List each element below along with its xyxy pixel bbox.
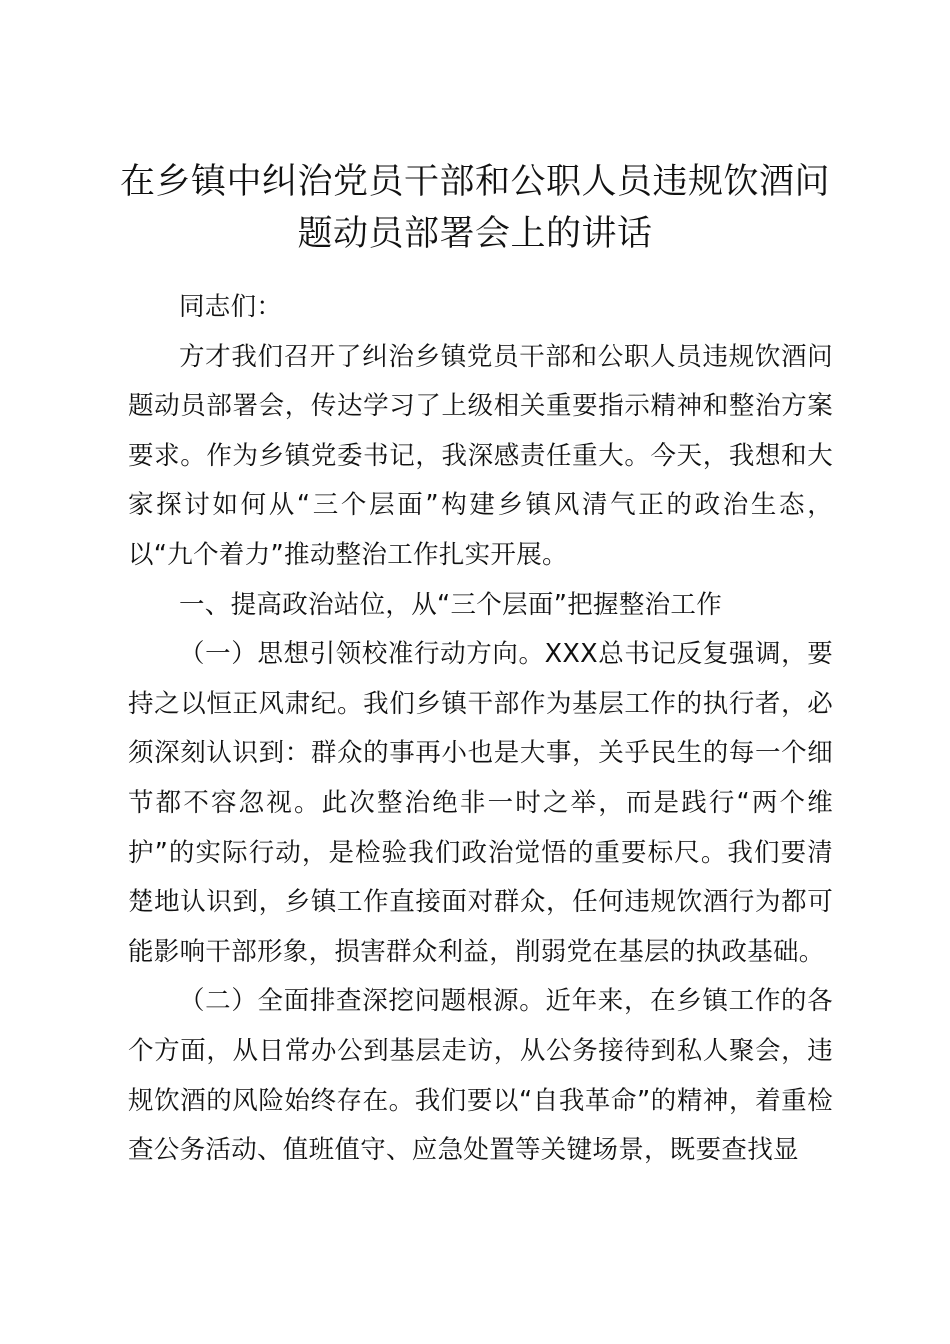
salutation: 同志们： <box>179 292 283 322</box>
paragraph-subsection-2: （二）全面排查深挖问题根源。近年来，在乡镇工作的各个方面，从日常办公到基层走访，从公务接待到私人聚会，违规饮酒的风险始终存在。我们要以“自我革命”的精神，着重检查公务活动、值班值守、应急处置等关键场景，既要查找显 <box>128 986 833 1166</box>
document-body <box>128 283 833 1176</box>
paragraph-intro: 方才我们召开了纠治乡镇党员干部和公职人员违规饮酒问题动员部署会，传达学习了上级相关重要指示精神和整治方案要求。作为乡镇党委书记，我深感责任重大。今天，我想和大家探讨如何从“三个层面”构建乡镇风清气正的政治生态，以“九个着力”推动整治工作扎实开展。 <box>128 341 833 570</box>
paragraph-subsection-1: （一）思想引领校准行动方向。XXX总书记反复强调，要持之以恒正风肃纪。我们乡镇干部作为基层工作的执行者，必须深刻认识到：群众的事再小也是大事，关乎民生的每一个细节都不容忽视。此次整治绝非一时之举，而是践行“两个维护”的实际行动，是检验我们政治觉悟的重要标尺。我们要清楚地认识到，乡镇工作直接面对群众，任何违规饮酒行为都可能影响干部形象，损害群众利益，削弱党在基层的执政基础。 <box>128 639 833 967</box>
section-heading-1: 一、提高政治站位，从“三个层面”把握整治工作 <box>179 589 723 620</box>
document-title: 在乡镇中纠治党员干部和公职人员违规饮酒问题动员部署会上的讲话 <box>120 162 831 254</box>
